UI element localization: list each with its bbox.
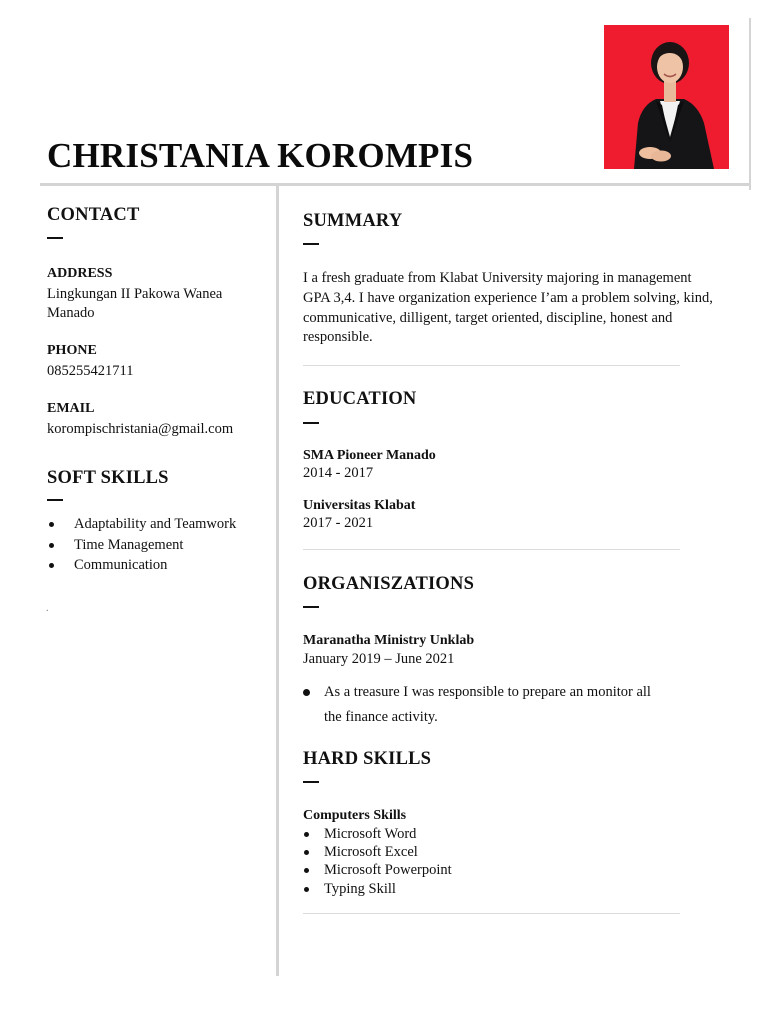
header-right-rule (749, 18, 751, 190)
organization-duty-line-2: the finance activity. (324, 709, 438, 725)
list-item: Time Management (47, 535, 236, 556)
address-label: ADDRESS (47, 266, 113, 281)
organization-name: Maranatha Ministry Unklab (303, 633, 475, 648)
phone-value: 085255421711 (47, 363, 134, 379)
contact-heading-dash (47, 237, 63, 239)
column-divider (276, 186, 279, 976)
hard-skills-heading: HARD SKILLS (303, 749, 432, 769)
email-label: EMAIL (47, 401, 95, 416)
list-item: Microsoft Powerpoint (303, 861, 452, 879)
email-value: korompischristania@gmail.com (47, 421, 234, 437)
contact-heading: CONTACT (47, 205, 140, 225)
section-separator (303, 549, 680, 550)
summary-line-1: I a fresh graduate from Klabat University majoring in management (303, 270, 692, 286)
organizations-heading: ORGANISZATIONS (303, 574, 475, 594)
education-heading: EDUCATION (303, 389, 417, 409)
education-school-2: Universitas Klabat (303, 498, 416, 513)
trailing-mark: . (46, 603, 49, 614)
person-portrait-icon (604, 25, 729, 169)
education-years-1: 2014 - 2017 (303, 465, 374, 481)
summary-heading: SUMMARY (303, 211, 403, 231)
education-school-1: SMA Pioneer Manado (303, 448, 436, 463)
hard-skills-subheading: Computers Skills (303, 808, 407, 823)
summary-line-2: GPA 3,4. I have organization experience I’am a problem solving, kind, (303, 290, 713, 306)
summary-heading-dash (303, 243, 319, 245)
list-item: Communication (47, 555, 236, 576)
list-item: Microsoft Excel (303, 843, 452, 861)
summary-line-4: responsible. (303, 329, 373, 345)
organization-duty (303, 680, 684, 730)
section-separator (303, 913, 680, 914)
profile-photo (604, 25, 729, 169)
resume-name: CHRISTANIA KOROMPIS (47, 136, 474, 175)
address-line-1: Lingkungan II Pakowa Wanea (47, 286, 223, 302)
soft-skills-list (47, 514, 236, 576)
phone-label: PHONE (47, 343, 97, 358)
soft-skills-heading-dash (47, 499, 63, 501)
list-item: Adaptability and Teamwork (47, 514, 236, 535)
header-divider (40, 183, 750, 186)
education-heading-dash (303, 422, 319, 424)
organization-period: January 2019 – June 2021 (303, 651, 455, 667)
address-line-2: Manado (47, 305, 95, 321)
list-item: Typing Skill (303, 880, 452, 898)
organization-duty-line-1: As a treasure I was responsible to prepare an monitor all (324, 684, 651, 700)
education-years-2: 2017 - 2021 (303, 515, 374, 531)
hard-skills-list (303, 825, 452, 898)
soft-skills-heading: SOFT SKILLS (47, 468, 169, 488)
list-item: Microsoft Word (303, 825, 452, 843)
hard-skills-heading-dash (303, 781, 319, 783)
summary-line-3: communicative, dilligent, target oriented, discipline, honest and (303, 310, 673, 326)
section-separator (303, 365, 680, 366)
organizations-heading-dash (303, 606, 319, 608)
